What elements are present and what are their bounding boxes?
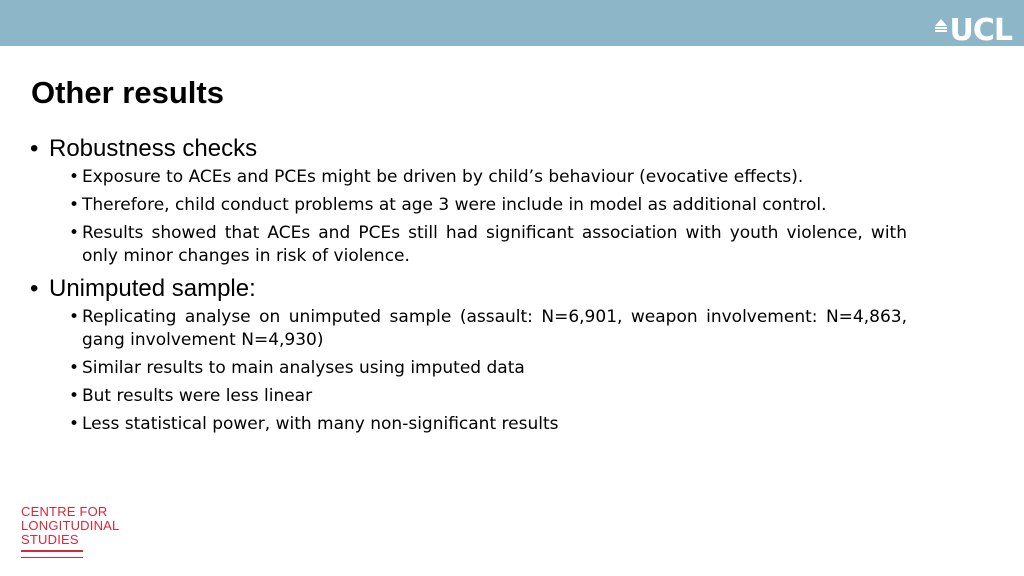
bullet-icon: • <box>69 386 80 406</box>
divider <box>21 557 83 559</box>
section-heading-text: Unimputed sample: <box>49 275 256 302</box>
list-item <box>30 413 907 436</box>
list-item-text: Similar results to main analyses using imputed data <box>82 358 525 378</box>
list-item <box>30 166 907 189</box>
bullet-icon: • <box>69 414 80 434</box>
page-title: Other results <box>31 75 224 110</box>
section-heading <box>30 274 910 304</box>
list-item-text: Exposure to ACEs and PCEs might be driven by child’s behaviour (evocative effects). <box>82 167 804 187</box>
bullet-list <box>30 306 910 436</box>
list-item-text: Therefore, child conduct problems at age 3 were include in model as additional control. <box>82 195 827 215</box>
cls-logo-rules <box>21 550 83 563</box>
divider <box>21 550 83 552</box>
header-bar <box>0 0 1024 46</box>
bullet-icon: • <box>69 358 80 378</box>
bullet-icon: • <box>69 223 80 243</box>
dome-icon <box>934 19 948 37</box>
list-item <box>30 385 907 408</box>
bullet-list <box>30 166 910 268</box>
section-heading-text: Robustness checks <box>49 135 258 162</box>
list-item-text: Less statistical power, with many non-significant results <box>82 414 559 434</box>
logo-text: UCL <box>949 13 1012 48</box>
cls-logo <box>21 505 119 547</box>
slide-content <box>30 134 910 441</box>
cls-logo-line-1: CENTRE FOR <box>21 504 108 519</box>
section-unimputed <box>30 274 910 436</box>
bullet-icon: • <box>69 307 80 327</box>
list-item <box>30 222 907 268</box>
list-item-text: Results showed that ACEs and PCEs still had significant association with youth violence, with only minor changes in risk of violence. <box>82 223 907 266</box>
section-robustness <box>30 134 910 268</box>
bullet-icon: • <box>30 135 39 162</box>
list-item-text: Replicating analyse on unimputed sample (assault: N=6,901, weapon involvement: N=4,863, gang involvement N=4,930) <box>82 307 907 350</box>
list-item-text: But results were less linear <box>82 386 313 406</box>
bullet-icon: • <box>30 275 39 302</box>
list-item <box>30 306 907 352</box>
ucl-logo <box>934 13 1013 48</box>
list-item <box>30 357 907 380</box>
cls-logo-line-3: STUDIES <box>21 532 79 547</box>
bullet-icon: • <box>69 195 80 215</box>
cls-logo-line-2: LONGITUDINAL <box>21 518 120 533</box>
list-item <box>30 194 907 217</box>
bullet-icon: • <box>69 167 80 187</box>
section-heading <box>30 134 910 164</box>
